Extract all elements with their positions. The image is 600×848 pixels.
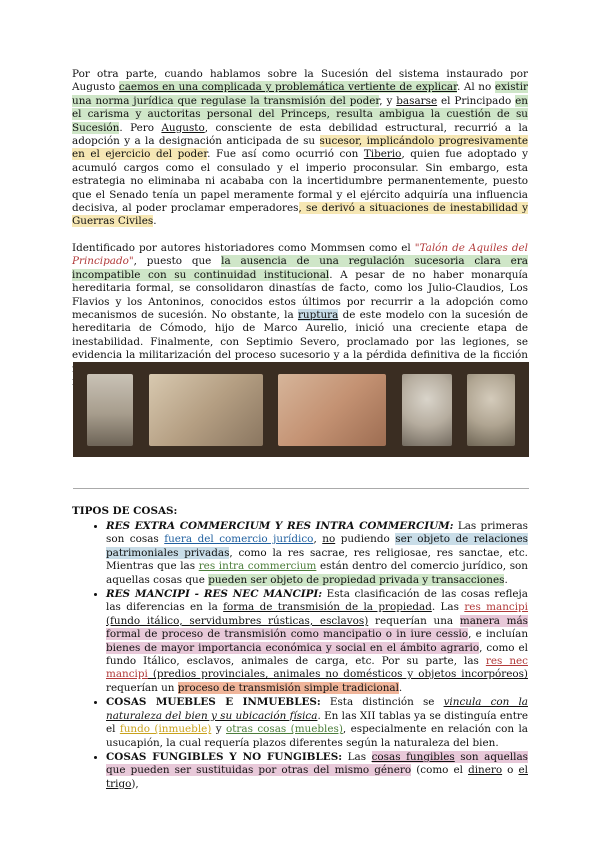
paragraph-achilles-heel: Identificado por autores historiadores como Mommsen como el "Talón de Aquiles del Principado", puesto que la ausencia de una regulación sucesoria clara era incompatible con su continuidad institucional. A pesar de no haber monarquía hereditaria formal, se consolidaron dinastías de facto, como los Julio-Claudios, Los Flavios y los Antoninos, conocidos estos últimos por recurrir a la adopción como mecanismos de sucesión. No obstante, la ruptura de este modelo con la sucesión de hereditaria de Cómodo, hijo de Marco Aurelio, inició una creciente etapa de inestabilidad. Finalmente, con Septimio Severo, proclamado por las legiones, se evidencia la militarización del proceso sucesorio y a la pérdida definitiva de la ficción	[72, 241, 528, 362]
essay-body	[72, 68, 528, 389]
list-item: • RES EXTRA COMMERCIUM Y RES INTRA COMMERCIUM: Las primeras son cosas fuera del comercio jurídico, no pudiendo ser objeto de relaciones patrimoniales privadas, como la res sacrae, res religiosae, res sanctae, etc. Mientras que las res intra commercium están dentro del comercio jurídico, son aquellas cosas que pueden ser objeto de propiedad privada y transacciones.	[106, 520, 528, 587]
statue-augustus-icon	[87, 374, 133, 446]
bust-bearded-emperor-icon	[467, 374, 515, 446]
paragraph-succession: Por otra parte, cuando hablamos sobre la Sucesión del sistema instaurado por Augusto caemos en una complicada y problemática vertiente de explicar. Al no existir una norma jurídica que regulase la transmisión del poder, y basarse el Principado en el carisma y auctoritas personal del Princeps, resulta ambigua la cuestión de su Sucesión. Pero Augusto, consciente de esta debilidad estructural, recurrió a la adopción y a la designación anticipada de su sucesor, implicándolo progresivamente en el ejercicio del poder. Fue así como ocurrió con Tiberio, quien fue adoptado y acumuló cargos como el consulado y el imperio proconsular. Sin embargo, esta estrategia no eliminaba ni acababa con la incertidumbre permanentemente, puesto que el Senado tenía un papel meramente formal y el ejército adquiría una influencia decisiva, al poder proclamar emperadores, se derivó a situaciones de inestabilidad y Guerras Civiles.	[72, 68, 529, 228]
relief-figures-icon	[278, 374, 386, 446]
list-item: • COSAS FUNGIBLES Y NO FUNGIBLES: Las cosas fungibles son aquellas que pueden ser sustituidas por otras del mismo género (como el dinero o el trigo),	[106, 751, 528, 791]
types-of-things-section	[72, 505, 528, 792]
section-heading: TIPOS DE COSAS:	[72, 505, 178, 517]
list-item: • COSAS MUEBLES E INMUEBLES: Esta distinción se vincula con la naturaleza del bien y su ubicación física. En las XII tablas ya se distinguía entre el fundo (inmueble) y otras cosas (muebles), especialmente en relación con la usucapión, la cual requería plazos diferentes según la naturaleza del bien.	[106, 696, 528, 750]
section-divider	[73, 488, 529, 489]
list-item: • RES MANCIPI - RES NEC MANCIPI: Esta clasificación de las cosas refleja las diferencias en la forma de transmisión de la propiedad. Las res mancipi (fundo itálico, servidumbres rústicas, esclavos) requerían una manera más formal de proceso de transmisión como mancipatio o in iure cessio, e incluían bienes de mayor importancia económica y social en el ámbito agrario, como el fundo Itálico, esclavos, animales de carga, etc. Por su parte, las res nec mancipi (predios provinciales, animales no domésticos y objetos incorpóreos) requerían un proceso de transmisión simple tradicional.	[106, 588, 528, 695]
types-list	[72, 520, 528, 791]
roman-art-banner	[73, 362, 529, 457]
relief-procession-icon	[149, 374, 263, 446]
bust-emperor-icon	[402, 374, 452, 446]
